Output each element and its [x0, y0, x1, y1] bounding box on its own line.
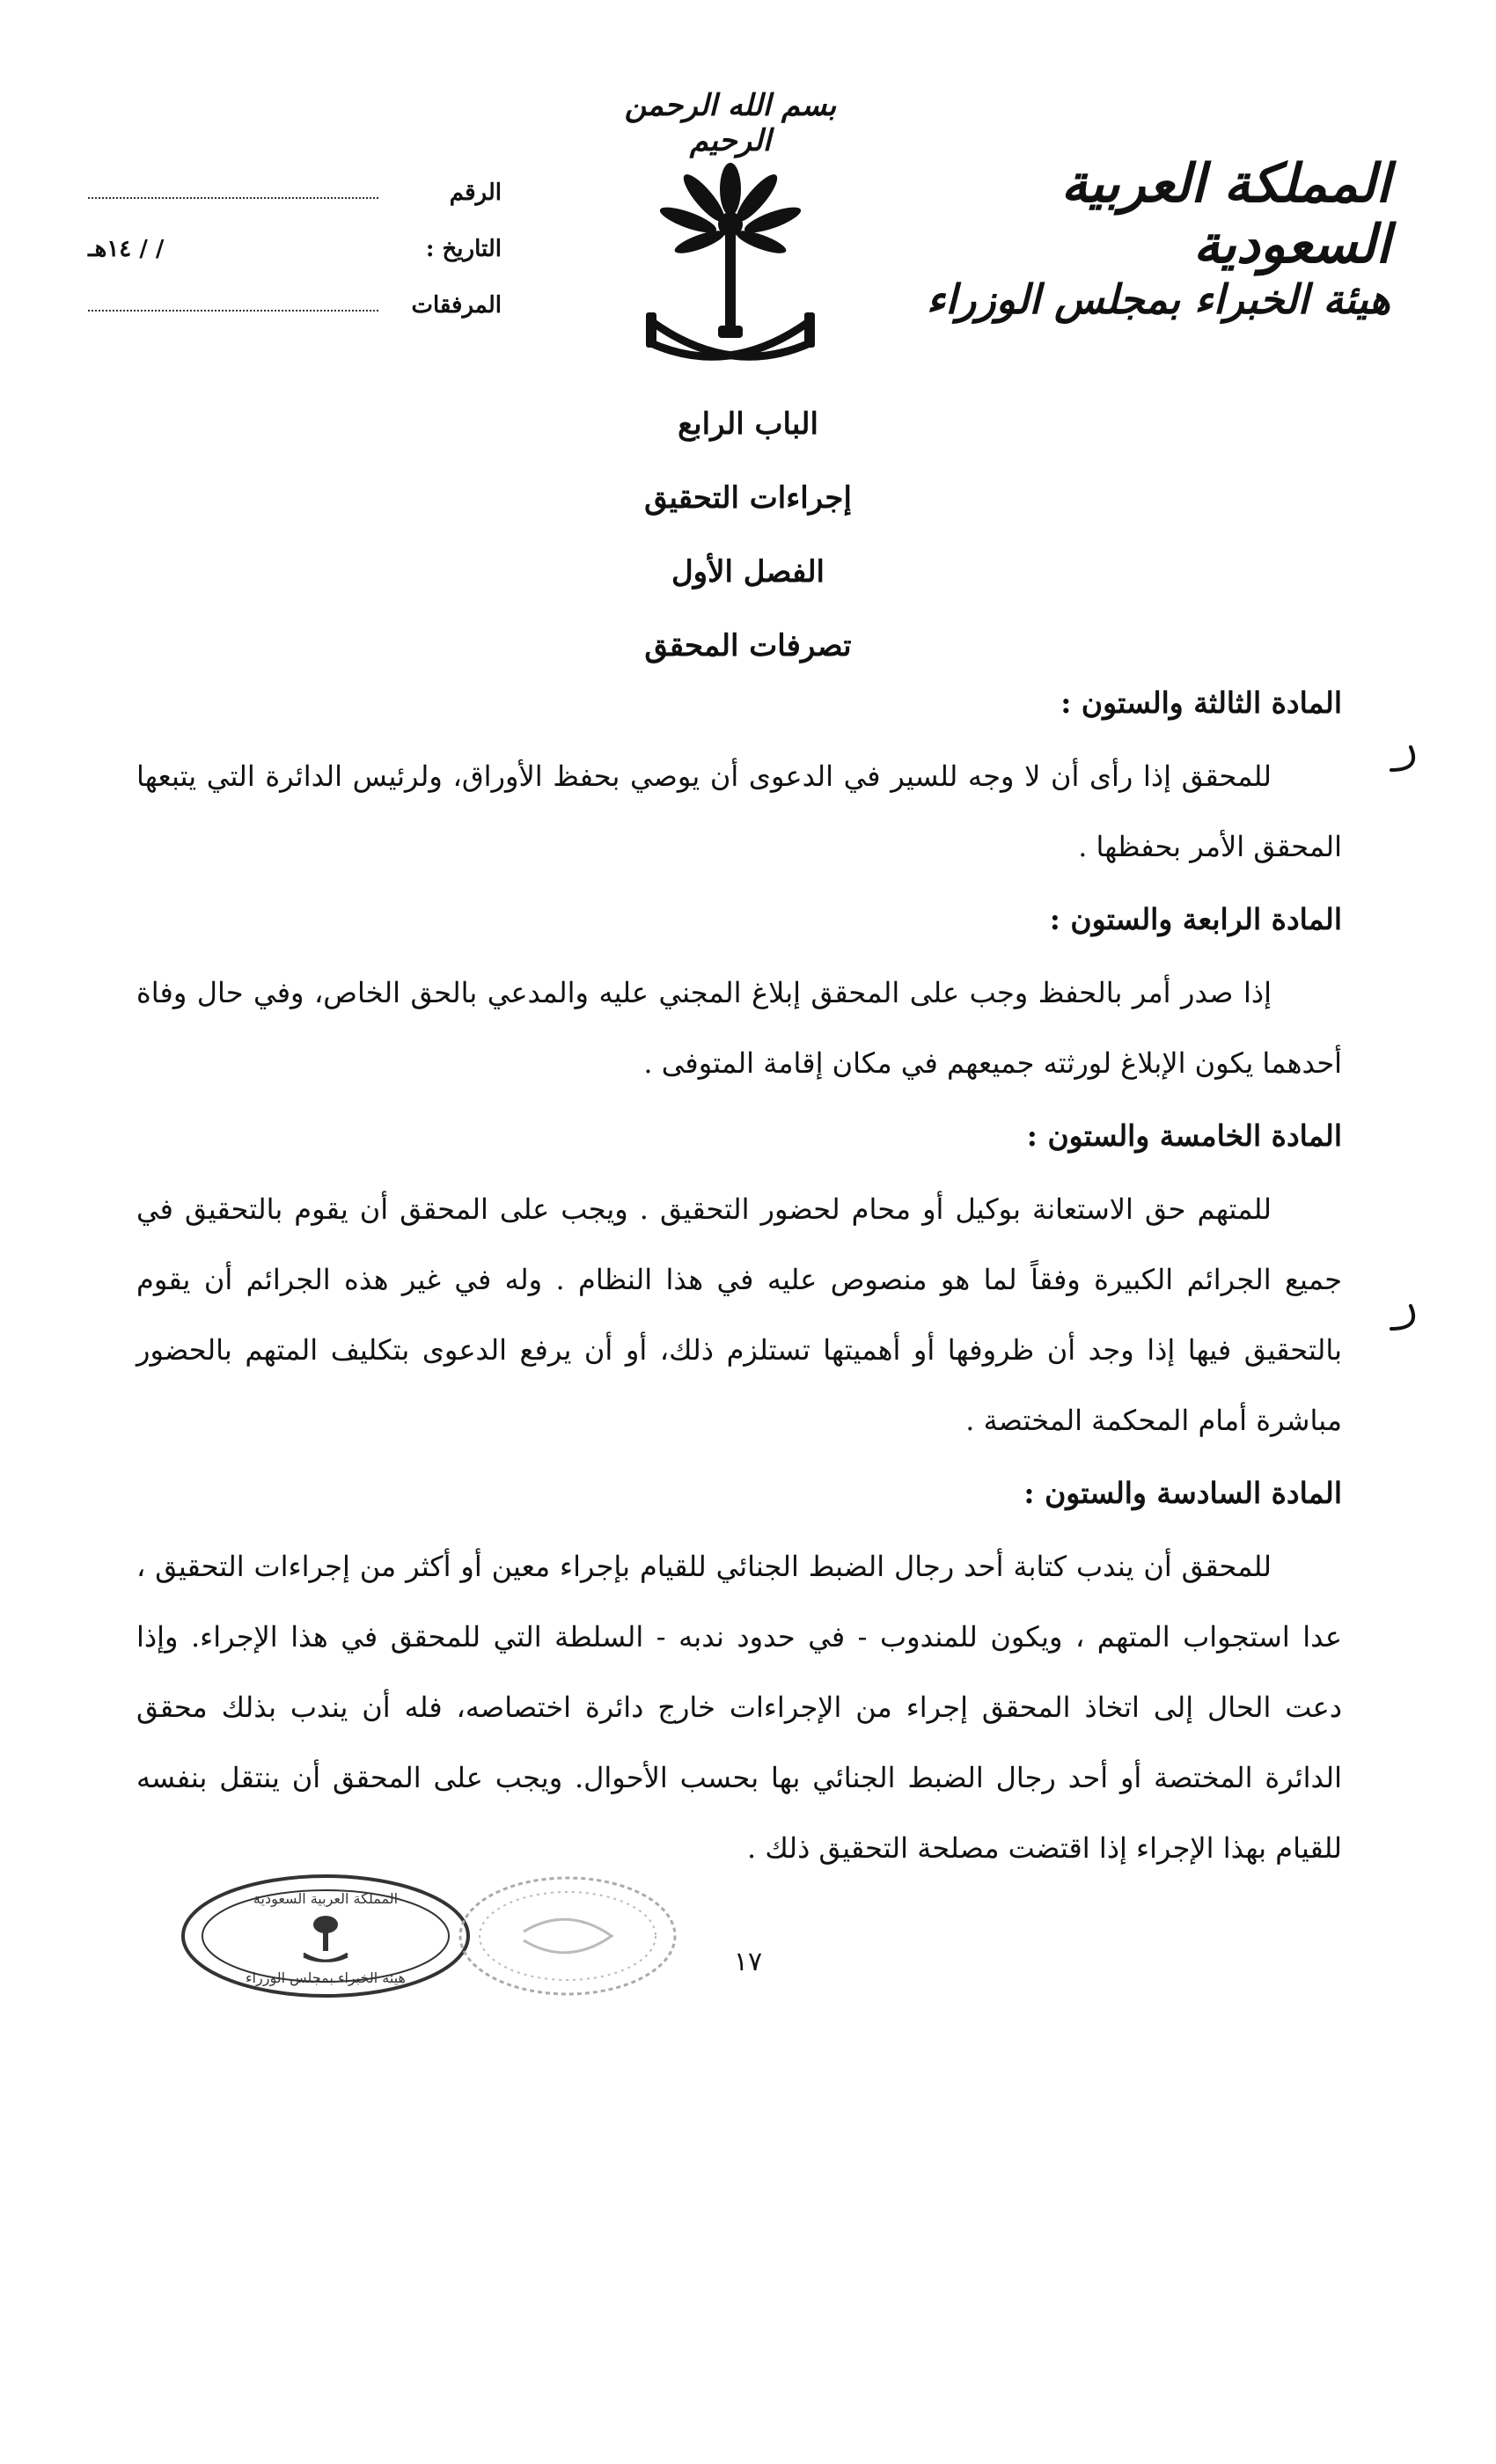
reference-row — [88, 150, 502, 206]
article-text: للمحقق أن يندب كتابة أحد رجال الضبط الجنائي للقيام بإجراء معين أو أكثر من إجراءات التحقيق ، عدا استجواب المتهم ، ويكون للمندوب - في حدود ندبه - السلطة التي للمحقق في هذا الإجراء. وإذا دعت الحال إلى اتخاذ المحقق إجراء من الإجراءات خارج دائرة اختصاصه، فله أن يندب بذلك محقق الدائرة المختصة أو أحد رجال الضبط الجنائي بها بحسب الأحوال. ويجب على المحقق أن ينتقل بنفسه للقيام بهذا الإجراء إذا اقتضت مصلحة التحقيق ذلك . — [136, 1550, 1343, 1865]
basmala: بسم الله الرحمن الرحيم — [624, 88, 837, 158]
article-title: المادة السادسة والستون : — [1023, 1476, 1342, 1510]
page-number: ١٧ — [733, 1947, 763, 1977]
seal-line-2: هيئة الخبراء بمجلس الوزراء — [246, 1969, 406, 1986]
attachments-label: المرفقات — [411, 292, 502, 319]
date-row — [88, 206, 502, 262]
part-heading: الباب الرابع — [678, 407, 818, 442]
article-title: المادة الرابعة والستون : — [1049, 902, 1342, 936]
attachments-row — [88, 262, 502, 319]
authority-name: هيئة الخبراء بمجلس الوزراء — [926, 275, 1390, 323]
article-title: المادة الخامسة والستون : — [1026, 1118, 1342, 1153]
date-label: التاريخ : — [425, 236, 502, 262]
article-text: للمتهم حق الاستعانة بوكيل أو محام لحضور التحقيق . ويجب على المحقق أن يقوم بالتحقيق في جميع الجرائم الكبيرة وفقاً لما هو منصوص عليه في هذا النظام . وله في غير هذه الجرائم أن يقوم بالتحقيق فيها إذا وجد أن ظروفها أو أهميتها تستلزم ذلك، أو أن يرفع الدعوى بتكليف المتهم بالحضور مباشرة أمام المحكمة المختصة . — [136, 1192, 1342, 1437]
organization-name — [898, 154, 1390, 324]
article-text: للمحقق إذا رأى أن لا وجه للسير في الدعوى أن يوصي بحفظ الأوراق، ولرئيس الدائرة التي يتبعها المحقق الأمر بحفظها . — [136, 759, 1342, 863]
margin-mark-icon — [1386, 744, 1421, 779]
palm-swords-emblem-icon — [634, 154, 827, 374]
country-name: المملكة العربية السعودية — [1060, 153, 1390, 275]
margin-mark-icon — [1386, 1302, 1421, 1338]
reference-label: الرقم — [449, 180, 502, 206]
reference-fields — [88, 150, 502, 319]
part-title: إجراءات التحقيق — [644, 480, 852, 516]
official-seal-icon — [176, 1870, 475, 2002]
faded-stamp-icon — [453, 1870, 682, 2002]
date-value: / / ١٤هـ — [88, 236, 165, 262]
article-text: إذا صدر أمر بالحفظ وجب على المحقق إبلاغ المجني عليه والمدعي بالحق الخاص، وفي حال وفاة أحدهما يكون الإبلاغ لورثته جميعهم في مكان إقامة المتوفى . — [136, 976, 1342, 1080]
article-title: المادة الثالثة والستون : — [1060, 686, 1342, 720]
attachments-line — [88, 309, 378, 312]
document-body — [136, 678, 1342, 1896]
chapter-title: تصرفات المحقق — [644, 628, 852, 664]
seal-line-1: المملكة العربية السعودية — [253, 1890, 399, 1907]
section-headings — [440, 387, 1056, 683]
reference-line — [88, 196, 378, 199]
chapter-heading: الفصل الأول — [671, 554, 825, 590]
